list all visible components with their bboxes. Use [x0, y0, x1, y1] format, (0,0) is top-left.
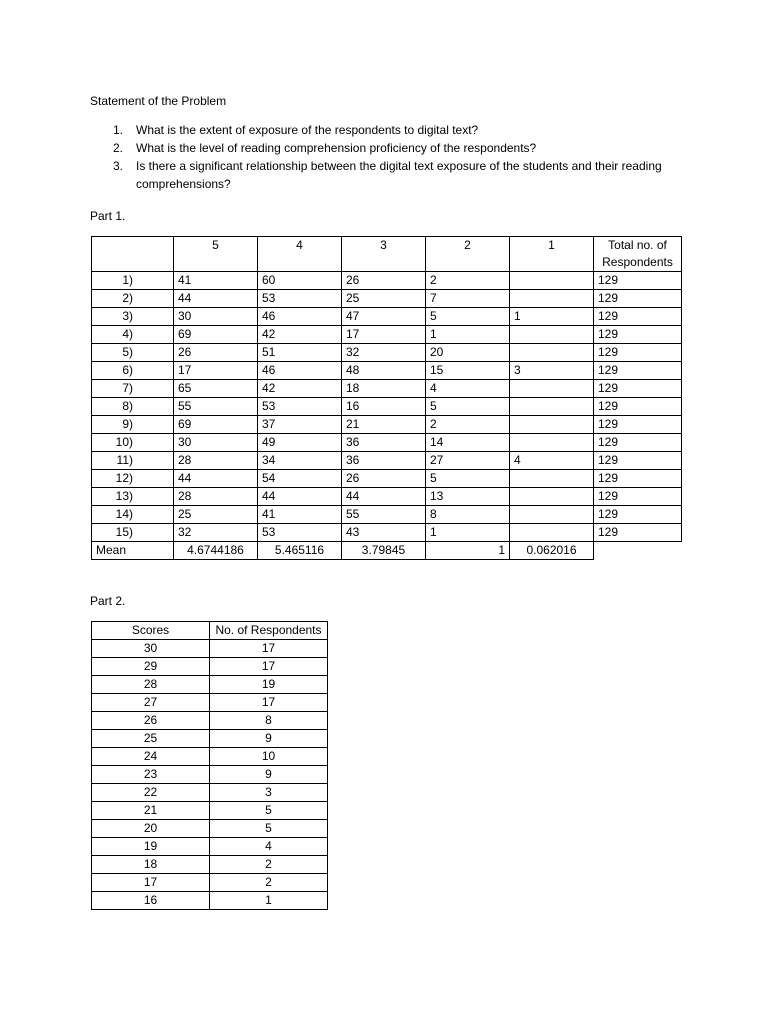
- part1-row-label: 5): [92, 344, 174, 362]
- part1-cell: 5: [426, 470, 510, 488]
- score-cell: 17: [92, 874, 210, 892]
- respondents-cell: 17: [210, 658, 328, 676]
- respondents-cell: 17: [210, 694, 328, 712]
- part1-cell: 5: [426, 398, 510, 416]
- part1-cell: 15: [426, 362, 510, 380]
- part1-header-cell: 4: [258, 237, 342, 272]
- question-text: Is there a significant relationship between the digital text exposure of the students and their reading comprehensions?: [136, 159, 662, 191]
- part1-cell: 53: [258, 398, 342, 416]
- part1-cell: 129: [594, 524, 682, 542]
- part1-cell: [510, 344, 594, 362]
- part1-row: [92, 524, 682, 542]
- part1-cell: 26: [174, 344, 258, 362]
- part1-cell: 129: [594, 326, 682, 344]
- part1-row: [92, 470, 682, 488]
- part1-cell: 69: [174, 326, 258, 344]
- part2-header-cell: Scores: [92, 622, 210, 640]
- score-cell: 18: [92, 856, 210, 874]
- part1-row-label: 13): [92, 488, 174, 506]
- part1-cell: 44: [258, 488, 342, 506]
- respondents-cell: 17: [210, 640, 328, 658]
- part1-cell: 4: [510, 452, 594, 470]
- part1-row-label: 6): [92, 362, 174, 380]
- part2-row: [92, 694, 328, 712]
- part1-cell: 69: [174, 416, 258, 434]
- score-cell: 30: [92, 640, 210, 658]
- part1-header-cell: 5: [174, 237, 258, 272]
- part1-cell: [510, 506, 594, 524]
- part1-cell: 42: [258, 380, 342, 398]
- part1-cell: [510, 380, 594, 398]
- part1-cell: 4: [426, 380, 510, 398]
- part1-row: [92, 290, 682, 308]
- part1-cell: 54: [258, 470, 342, 488]
- part1-cell: 28: [174, 452, 258, 470]
- part1-cell: 53: [258, 524, 342, 542]
- question-item: [108, 139, 668, 157]
- respondents-cell: 19: [210, 676, 328, 694]
- part1-cell: 41: [258, 506, 342, 524]
- part1-cell: 7: [426, 290, 510, 308]
- part1-row-label: 2): [92, 290, 174, 308]
- part1-cell: 129: [594, 308, 682, 326]
- part1-label: Part 1.: [90, 209, 126, 223]
- part2-row: [92, 820, 328, 838]
- part1-cell: 55: [174, 398, 258, 416]
- part1-cell: 2: [426, 272, 510, 290]
- question-number: 1.: [113, 123, 124, 137]
- part1-cell: 18: [342, 380, 426, 398]
- question-text: What is the level of reading comprehension proficiency of the respondents?: [136, 141, 537, 155]
- part2-row: [92, 784, 328, 802]
- part1-cell: 14: [426, 434, 510, 452]
- part1-row: [92, 398, 682, 416]
- part2-table: [91, 621, 328, 910]
- part1-header-cell: 3: [342, 237, 426, 272]
- respondents-cell: 10: [210, 748, 328, 766]
- part1-cell: 1: [510, 308, 594, 326]
- part1-cell: 129: [594, 398, 682, 416]
- score-cell: 16: [92, 892, 210, 910]
- score-cell: 28: [92, 676, 210, 694]
- part1-cell: 43: [342, 524, 426, 542]
- part1-cell: 25: [342, 290, 426, 308]
- mean-value: 4.6744186: [174, 542, 258, 560]
- part1-cell: 129: [594, 416, 682, 434]
- part1-cell: [510, 488, 594, 506]
- question-number: 3.: [113, 159, 124, 173]
- part2-row: [92, 658, 328, 676]
- part1-cell: 25: [174, 506, 258, 524]
- part1-cell: 129: [594, 362, 682, 380]
- part1-cell: 32: [174, 524, 258, 542]
- score-cell: 21: [92, 802, 210, 820]
- part1-cell: 129: [594, 506, 682, 524]
- part1-row: [92, 380, 682, 398]
- part1-row: [92, 488, 682, 506]
- question-text: What is the extent of exposure of the respondents to digital text?: [136, 123, 479, 137]
- part1-cell: 46: [258, 362, 342, 380]
- part1-mean-row: [92, 542, 682, 560]
- part2-header-cell: No. of Respondents: [210, 622, 328, 640]
- part1-cell: 129: [594, 434, 682, 452]
- part1-row-label: 14): [92, 506, 174, 524]
- part2-row: [92, 766, 328, 784]
- page-heading: Statement of the Problem: [90, 94, 227, 108]
- part1-cell: 36: [342, 452, 426, 470]
- question-number: 2.: [113, 141, 124, 155]
- part1-cell: 48: [342, 362, 426, 380]
- part1-cell: [510, 434, 594, 452]
- part2-row: [92, 748, 328, 766]
- part1-cell: 34: [258, 452, 342, 470]
- part1-row-label: 10): [92, 434, 174, 452]
- part1-cell: 32: [342, 344, 426, 362]
- part1-row-label: 7): [92, 380, 174, 398]
- score-cell: 23: [92, 766, 210, 784]
- part1-cell: 2: [426, 416, 510, 434]
- part1-cell: [510, 398, 594, 416]
- respondents-cell: 4: [210, 838, 328, 856]
- part1-row: [92, 272, 682, 290]
- part1-header-cell: 2: [426, 237, 510, 272]
- part1-cell: 36: [342, 434, 426, 452]
- part2-row: [92, 838, 328, 856]
- part1-cell: 129: [594, 488, 682, 506]
- part1-row-label: 4): [92, 326, 174, 344]
- part2-row: [92, 874, 328, 892]
- part1-cell: 129: [594, 470, 682, 488]
- part1-row-label: 15): [92, 524, 174, 542]
- respondents-cell: 3: [210, 784, 328, 802]
- part1-cell: 129: [594, 452, 682, 470]
- mean-label: Mean: [92, 542, 174, 560]
- part1-cell: 53: [258, 290, 342, 308]
- respondents-cell: 5: [210, 802, 328, 820]
- part2-row: [92, 640, 328, 658]
- part1-cell: 46: [258, 308, 342, 326]
- part1-cell: 37: [258, 416, 342, 434]
- part1-cell: 21: [342, 416, 426, 434]
- part1-row: [92, 506, 682, 524]
- respondents-cell: 8: [210, 712, 328, 730]
- part1-cell: [510, 272, 594, 290]
- part1-cell: 129: [594, 290, 682, 308]
- part1-row-label: 3): [92, 308, 174, 326]
- mean-blank-cell: [594, 542, 682, 560]
- part1-cell: 55: [342, 506, 426, 524]
- part1-cell: 20: [426, 344, 510, 362]
- question-item: [108, 121, 668, 139]
- respondents-cell: 2: [210, 856, 328, 874]
- part1-cell: 16: [342, 398, 426, 416]
- part1-cell: 129: [594, 380, 682, 398]
- respondents-cell: 5: [210, 820, 328, 838]
- part1-row-label: 12): [92, 470, 174, 488]
- respondents-cell: 9: [210, 730, 328, 748]
- part1-cell: 129: [594, 344, 682, 362]
- part1-cell: 17: [174, 362, 258, 380]
- part1-row: [92, 452, 682, 470]
- score-cell: 20: [92, 820, 210, 838]
- part1-cell: 27: [426, 452, 510, 470]
- part1-cell: 65: [174, 380, 258, 398]
- part1-row: [92, 434, 682, 452]
- part1-cell: 129: [594, 272, 682, 290]
- part1-row-label: 11): [92, 452, 174, 470]
- respondents-cell: 9: [210, 766, 328, 784]
- part1-cell: [510, 290, 594, 308]
- score-cell: 25: [92, 730, 210, 748]
- part1-cell: [510, 470, 594, 488]
- part1-cell: 30: [174, 308, 258, 326]
- part1-cell: 44: [174, 290, 258, 308]
- part1-cell: [510, 326, 594, 344]
- part1-row: [92, 362, 682, 380]
- part1-cell: 26: [342, 272, 426, 290]
- mean-value: 0.062016: [510, 542, 594, 560]
- part1-row: [92, 344, 682, 362]
- mean-value: 1: [426, 542, 510, 560]
- score-cell: 22: [92, 784, 210, 802]
- part1-cell: 51: [258, 344, 342, 362]
- part1-row: [92, 326, 682, 344]
- part1-header-cell: 1: [510, 237, 594, 272]
- score-cell: 26: [92, 712, 210, 730]
- part2-label: Part 2.: [90, 594, 126, 608]
- part1-row: [92, 416, 682, 434]
- part2-row: [92, 802, 328, 820]
- part1-cell: 30: [174, 434, 258, 452]
- question-item: [108, 157, 668, 193]
- part1-cell: 1: [426, 524, 510, 542]
- part1-cell: 41: [174, 272, 258, 290]
- score-cell: 29: [92, 658, 210, 676]
- part1-cell: 3: [510, 362, 594, 380]
- part1-row: [92, 308, 682, 326]
- part1-cell: 47: [342, 308, 426, 326]
- score-cell: 24: [92, 748, 210, 766]
- part1-header-cell: Total no. of Respondents: [594, 237, 682, 272]
- part1-table: [91, 236, 682, 560]
- part1-cell: 42: [258, 326, 342, 344]
- question-list: [108, 121, 668, 193]
- score-cell: 19: [92, 838, 210, 856]
- mean-value: 3.79845: [342, 542, 426, 560]
- part1-cell: [510, 416, 594, 434]
- part1-row-label: 1): [92, 272, 174, 290]
- part1-cell: [510, 524, 594, 542]
- part1-cell: 5: [426, 308, 510, 326]
- part2-row: [92, 712, 328, 730]
- part1-cell: 26: [342, 470, 426, 488]
- part1-row-label: 8): [92, 398, 174, 416]
- part1-cell: 1: [426, 326, 510, 344]
- score-cell: 27: [92, 694, 210, 712]
- part2-header-row: [92, 622, 328, 640]
- part2-row: [92, 730, 328, 748]
- part2-row: [92, 676, 328, 694]
- part1-cell: 28: [174, 488, 258, 506]
- part1-header-row: [92, 237, 682, 272]
- part1-cell: 44: [174, 470, 258, 488]
- part1-cell: 49: [258, 434, 342, 452]
- part1-cell: 60: [258, 272, 342, 290]
- part1-cell: 44: [342, 488, 426, 506]
- part1-header-cell: [92, 237, 174, 272]
- part1-cell: 13: [426, 488, 510, 506]
- part1-cell: 8: [426, 506, 510, 524]
- part1-cell: 17: [342, 326, 426, 344]
- respondents-cell: 1: [210, 892, 328, 910]
- mean-value: 5.465116: [258, 542, 342, 560]
- part2-row: [92, 856, 328, 874]
- part1-row-label: 9): [92, 416, 174, 434]
- part2-row: [92, 892, 328, 910]
- respondents-cell: 2: [210, 874, 328, 892]
